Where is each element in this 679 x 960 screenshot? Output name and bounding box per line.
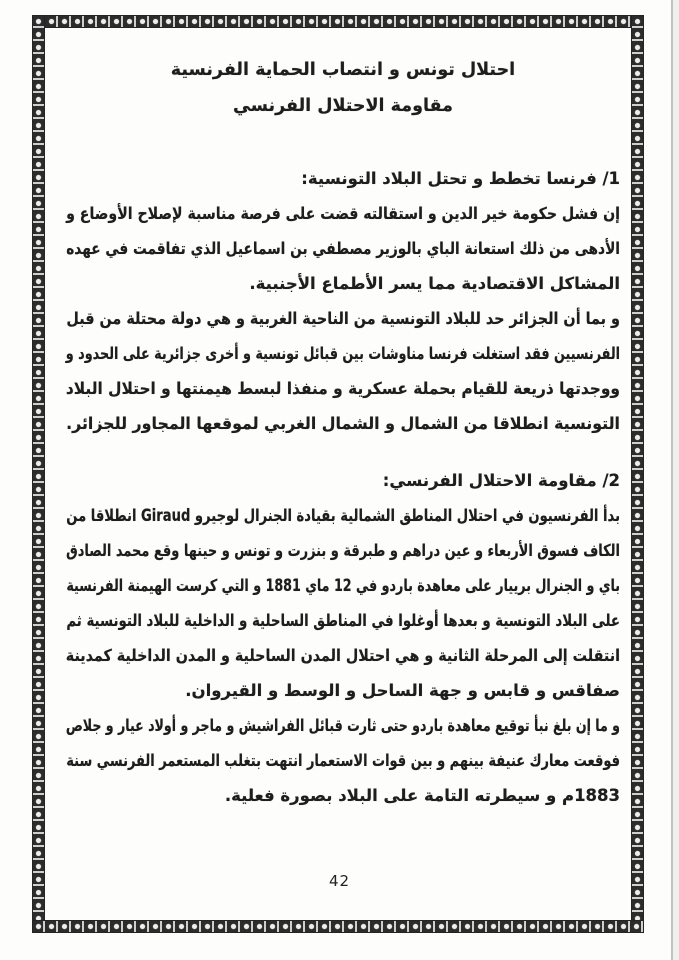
section-2-text-line: انتقلت إلى المرحلة الثانية و هي احتلال المدن الساحلية و المدن الداخلية كمدينة xyxy=(65,646,620,665)
section-2-text-line: الكاف فسوق الأربعاء و عين دراهم و طبرقة و بنزرت و تونس و حينها وقع محمد الصادق xyxy=(66,541,621,560)
document-title-line-2: مقاومة الاحتلال الفرنسي xyxy=(233,96,453,116)
page-text-block xyxy=(66,52,620,813)
section-1-text-line: إن فشل حكومة خير الدين و استقالته قضت على فرصة مناسبة لإصلاح الأوضاع و xyxy=(66,204,620,223)
ornamental-border-left xyxy=(32,15,45,933)
document-title-line-1: احتلال تونس و انتصاب الحماية الفرنسية xyxy=(170,60,516,80)
section-1-text-line: ووجدتها ذريعة للقيام بحملة عسكرية و منفذا لبسط هيمنتها و احتلال البلاد xyxy=(65,379,621,398)
scan-page-edge-line xyxy=(671,0,673,960)
page-number: 42 xyxy=(328,872,351,890)
ornamental-border-top xyxy=(32,15,644,28)
section-1-text-line: المشاكل الاقتصادية مما يسر الأطماع الأجنبية. xyxy=(249,274,620,293)
section-2-text-line: فوقعت معارك عنيفة بينهم و بين قوات الاستعمار انتهت بتغلب المستعمر الفرنسي سنة xyxy=(66,751,621,770)
ornamental-border-bottom xyxy=(32,920,644,933)
section-2-text-line: باي و الجنرال برييار على معاهدة باردو في 12 ماي 1881 و التي كرست الهيمنة الفرنسية xyxy=(66,576,620,595)
scan-edge-shading xyxy=(673,0,679,960)
section-2-text-line: صفاقس و قابس و جهة الساحل و الوسط و القيروان. xyxy=(185,681,620,700)
section-1-text-line: و بما أن الجزائر حد للبلاد التونسية من الناحية الغربية و هي دولة محتلة من قبل xyxy=(66,309,620,328)
section-1-text-line: التونسية انطلاقا من الشمال و الشمال الغربي لموقعها المجاور للجزائر. xyxy=(66,414,620,433)
section-1-text-line: الأدهى من ذلك استعانة الباي بالوزير مصطفي بن اسماعيل الذي تفاقمت في عهده xyxy=(66,239,620,258)
section-2-text-line: بدأ الفرنسيون في احتلال المناطق الشمالية بقيادة الجنرال لوجيرو Giraud انطلاقا من xyxy=(66,506,620,525)
ornamental-border-right xyxy=(631,15,644,933)
section-1-text-line: الفرنسيين فقد استغلت فرنسا مناوشات بين قبائل تونسية و أخرى جزائرية على الحدود و xyxy=(65,344,620,363)
section-2-text-line: على البلاد التونسية و بعدها أوغلوا في المناطق الساحلية و الداخلية للبلاد التونسية ثم xyxy=(66,611,620,630)
section-2-text-line: و ما إن بلغ نبأ توقيع معاهدة باردو حتى ثارت قبائل الفراشيش و ماجر و أولاد عيار و جلاص xyxy=(65,716,620,735)
section-2-heading: 2/ مقاومة الاحتلال الفرنسي: xyxy=(382,471,620,490)
section-1-heading: 1/ فرنسا تخطط و تحتل البلاد التونسية: xyxy=(301,169,620,188)
section-2-text-line: 1883م و سيطرته التامة على البلاد بصورة فعلية. xyxy=(224,786,620,805)
